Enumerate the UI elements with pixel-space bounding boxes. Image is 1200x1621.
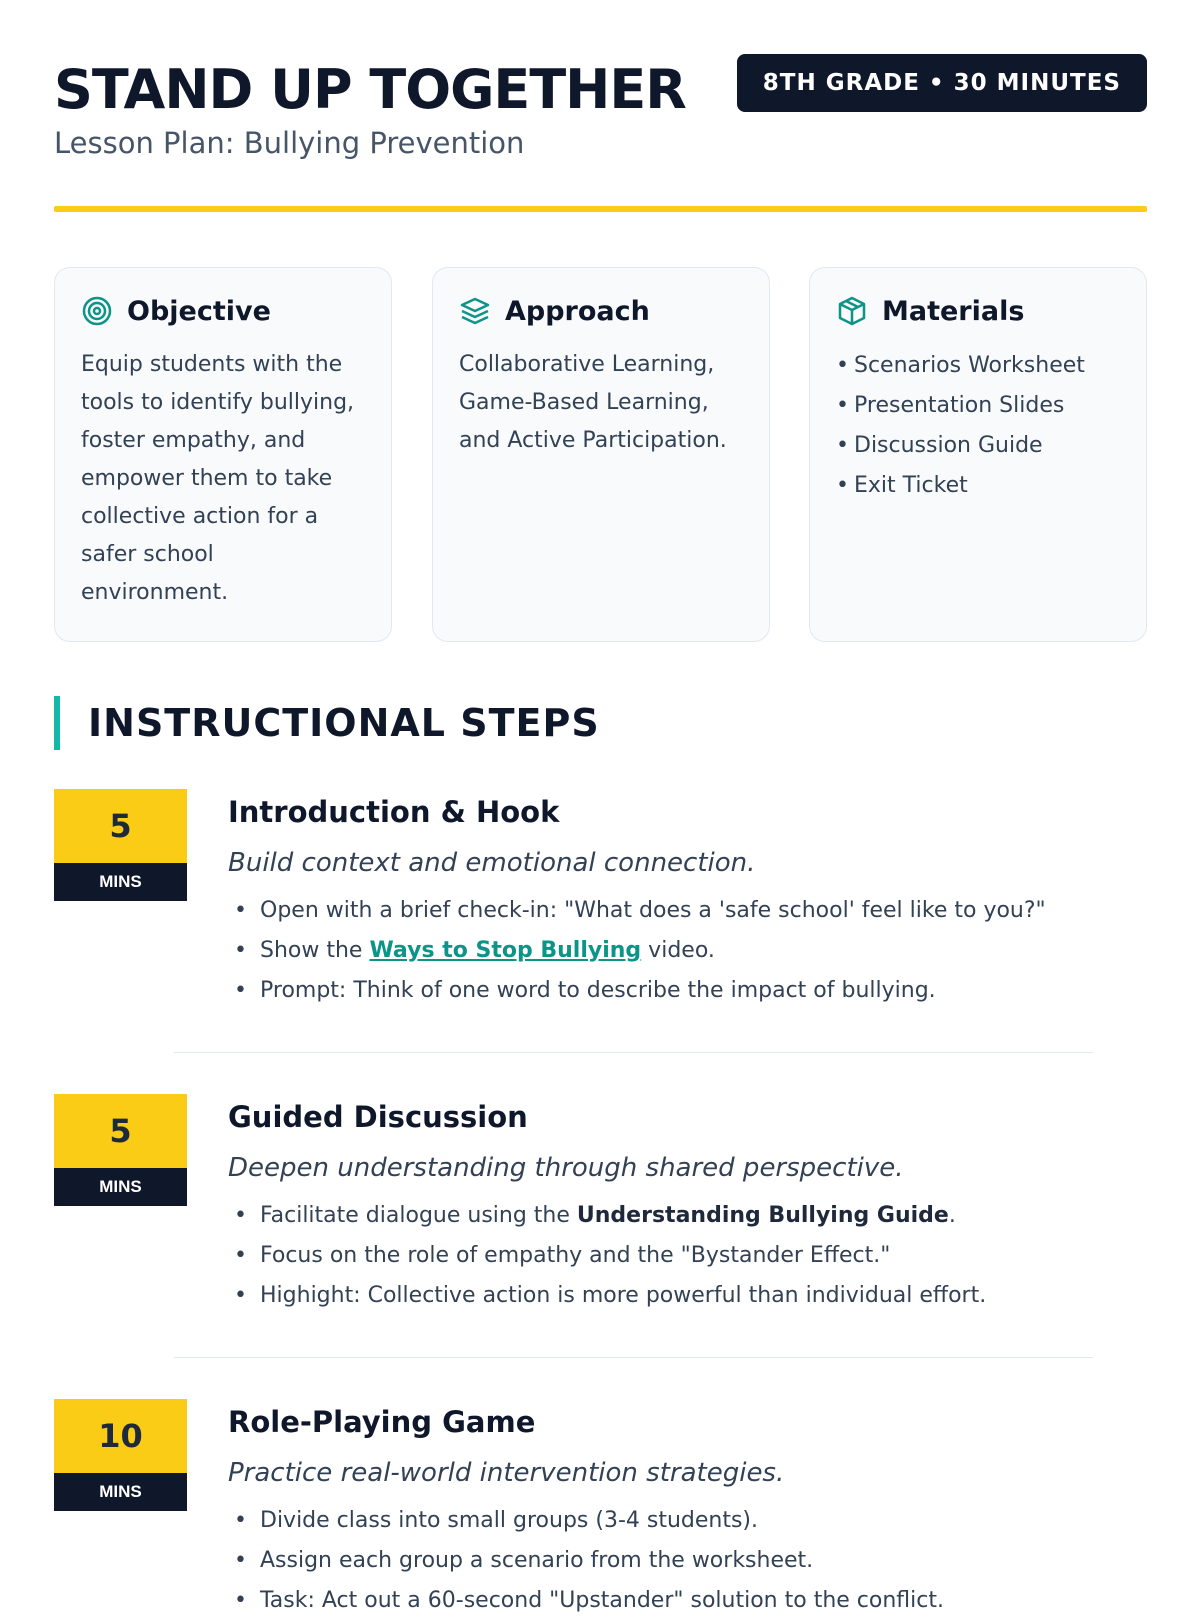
layers-icon <box>459 295 491 327</box>
time-badge <box>54 1094 187 1206</box>
step-subtitle: Practice real-world intervention strategies. <box>228 1458 785 1488</box>
guide-name: Understanding Bullying Guide <box>576 1203 949 1228</box>
section-heading <box>54 696 600 750</box>
step-bullets <box>228 1501 1147 1621</box>
page-subtitle: Lesson Plan: Bullying Prevention <box>54 126 525 160</box>
step-subtitle: Build context and emotional connection. <box>228 848 756 878</box>
time-unit: MINS <box>54 1168 187 1206</box>
time-minutes: 5 <box>54 789 187 863</box>
approach-title: Approach <box>505 295 650 327</box>
materials-card <box>809 267 1147 642</box>
section-title: INSTRUCTIONAL STEPS <box>88 701 600 745</box>
video-link[interactable]: Ways to Stop Bullying <box>369 938 642 963</box>
overview-cards <box>54 267 1147 642</box>
step-title: Introduction & Hook <box>228 795 560 829</box>
step-title: Guided Discussion <box>228 1100 528 1134</box>
box-icon <box>836 295 868 327</box>
time-badge <box>54 789 187 901</box>
objective-text: Equip students with the tools to identify bullying, foster empathy, and empower them to take collective action for a safer school environment. <box>81 352 355 605</box>
step-subtitle: Deepen understanding through shared perspective. <box>228 1153 904 1183</box>
list-item: • Divide class into small groups (3-4 students). <box>228 1501 1147 1541</box>
approach-text: Collaborative Learning, Game-Based Learning, and Active Participation. <box>459 352 727 453</box>
page-title: STAND UP TOGETHER <box>54 58 686 121</box>
list-item: • Discussion Guide <box>836 433 1043 458</box>
list-item: • Exit Ticket <box>836 473 968 498</box>
step-bullets <box>228 1196 1147 1316</box>
list-item: • Assign each group a scenario from the worksheet. <box>228 1541 1147 1581</box>
time-minutes: 5 <box>54 1094 187 1168</box>
grade-duration-badge: 8TH GRADE • 30 MINUTES <box>737 54 1147 112</box>
time-badge <box>54 1399 187 1511</box>
time-minutes: 10 <box>54 1399 187 1473</box>
step-title: Role-Playing Game <box>228 1405 536 1439</box>
time-unit: MINS <box>54 863 187 901</box>
objective-title: Objective <box>127 295 271 327</box>
approach-card <box>432 267 770 642</box>
list-item: • Show the Ways to Stop Bullying video. <box>228 931 1147 971</box>
list-item: • Focus on the role of empathy and the "Bystander Effect." <box>228 1236 1147 1276</box>
header-divider <box>54 206 1147 212</box>
materials-title: Materials <box>882 295 1025 327</box>
list-item: • Scenarios Worksheet <box>836 353 1085 378</box>
step-divider <box>174 1052 1093 1053</box>
materials-list <box>836 346 1120 506</box>
step-divider <box>174 1357 1093 1358</box>
list-item: • Open with a brief check-in: "What does a 'safe school' feel like to you?" <box>228 891 1147 931</box>
step-bullets <box>228 891 1147 1011</box>
list-item: • Prompt: Think of one word to describe the impact of bullying. <box>228 971 1147 1011</box>
list-item: • Task: Act out a 60-second "Upstander" solution to the conflict. <box>228 1581 1147 1621</box>
time-unit: MINS <box>54 1473 187 1511</box>
list-item: • Facilitate dialogue using the Understanding Bullying Guide. <box>228 1196 1147 1236</box>
list-item: • Highight: Collective action is more powerful than individual effort. <box>228 1276 1147 1316</box>
objective-card <box>54 267 392 642</box>
list-item: • Presentation Slides <box>836 393 1065 418</box>
target-icon <box>81 295 113 327</box>
section-accent-bar <box>54 696 60 750</box>
lesson-header <box>54 54 1147 214</box>
